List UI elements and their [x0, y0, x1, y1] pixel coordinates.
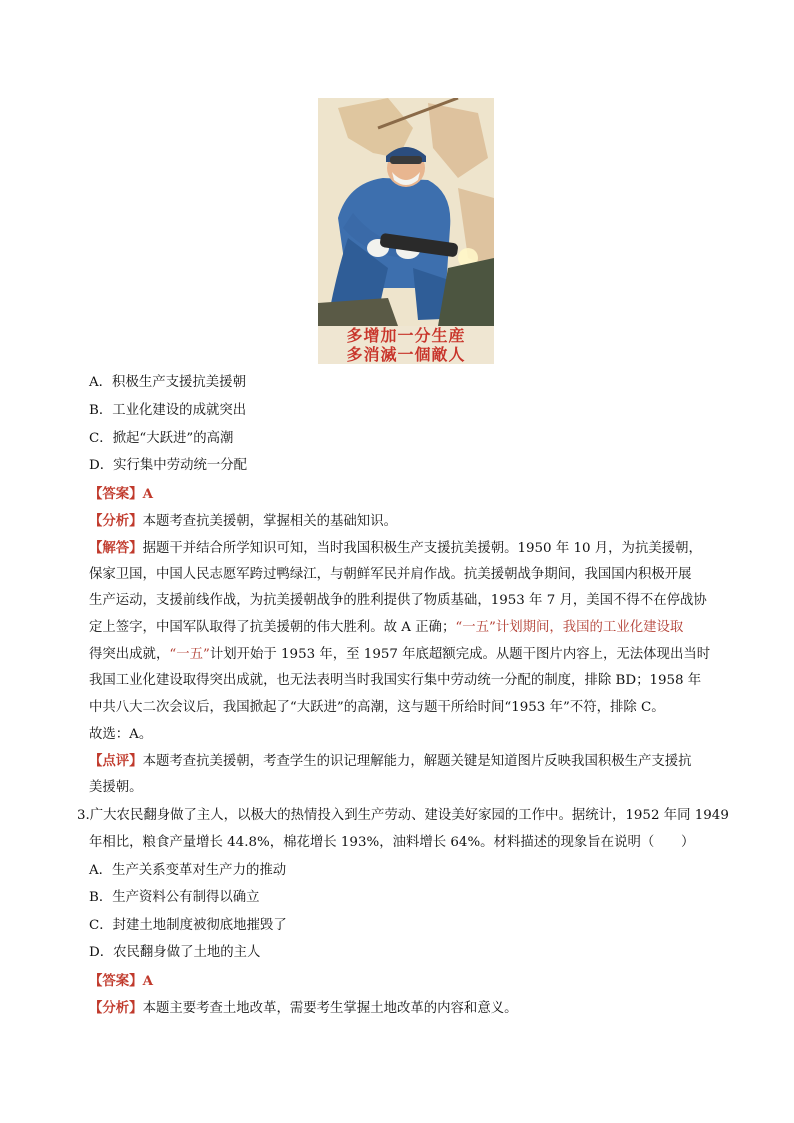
q2-analysis	[89, 512, 397, 531]
q3-option-a: A．生产关系变革对生产力的推动	[89, 863, 287, 878]
analysis-text: 本题考查抗美援朝，掌握相关的基础知识。	[142, 514, 397, 529]
q2-option-c: C．掀起“大跃进”的高潮	[89, 431, 234, 446]
q2-option-b: B．工业化建设的成就突出	[89, 403, 247, 418]
answer-value: A	[142, 486, 153, 502]
poster-caption-line-1: 多增加一分生産	[346, 326, 466, 345]
answer-value: A	[142, 973, 153, 989]
comment-text: 本题考查抗美援朝，考查学生的识记理解能力，解题关键是知道图片反映我国积极生产支援抗	[142, 754, 692, 769]
q2-solution-line-8: 故选：A。	[89, 727, 153, 742]
q2-solution-line-4	[89, 619, 683, 637]
solution-highlight: “一五”计划期间，我国的工业化建设取	[455, 620, 684, 635]
analysis-text: 本题主要考查土地改革，需要考生掌握土地改革的内容和意义。	[142, 1001, 518, 1016]
q2-comment-line-2: 美援朝。	[89, 780, 143, 795]
solution-tag: 【解答】	[89, 540, 143, 556]
q3-stem-line-2: 年相比，粮食产量增长 44.8%，棉花增长 193%，油料增长 64%。材料描述的现象旨在说明（ ）	[89, 835, 695, 850]
q2-solution-line-5	[89, 646, 710, 664]
q3-option-d: D．农民翻身做了土地的主人	[89, 945, 261, 960]
q3-answer	[89, 972, 153, 991]
answer-tag: 【答案】	[89, 973, 143, 989]
poster-caption-line-2: 多消滅一個敵人	[346, 345, 466, 364]
q3-analysis	[89, 999, 518, 1018]
q2-comment-line-1	[89, 752, 692, 771]
poster-caption	[318, 326, 494, 364]
q3-stem-line-1: 3.广大农民翻身做了主人，以极大的热情投入到生产劳动、建设美好家园的工作中。据统计，1952 年同 1949	[77, 808, 729, 823]
q2-option-d: D．实行集中劳动统一分配	[89, 458, 248, 473]
solution-text: 定上签字，中国军队取得了抗美援朝的伟大胜利。故 A 正确；	[89, 620, 456, 635]
answer-tag: 【答案】	[89, 486, 143, 502]
q2-option-a: A．积极生产支援抗美援朝	[89, 375, 246, 390]
q2-solution-line-7: 中共八大二次会议后，我国掀起了“大跃进”的高潮，这与题干所给时间“1953 年”不符，排除 C。	[89, 700, 665, 715]
comment-tag: 【点评】	[89, 753, 143, 769]
analysis-tag: 【分析】	[89, 513, 143, 529]
solution-highlight: “一五”	[169, 647, 210, 662]
q3-option-c: C．封建土地制度被彻底地摧毁了	[89, 918, 287, 933]
solution-text: 据题干并结合所学知识可知，当时我国积极生产支援抗美援朝。1950 年 10 月，为抗美援朝，	[142, 541, 702, 556]
q2-solution-line-1	[89, 539, 702, 558]
q3-option-b: B．生产资料公有制得以确立	[89, 890, 260, 905]
q2-solution-line-2: 保家卫国，中国人民志愿军跨过鸭绿江，与朝鲜军民并肩作战。抗美援朝战争期间，我国国内积极开展	[89, 567, 692, 582]
analysis-tag: 【分析】	[89, 1000, 143, 1016]
propaganda-poster-image	[318, 98, 494, 364]
solution-text: 得突出成就，	[89, 647, 170, 662]
worker-illustration	[318, 98, 494, 326]
q2-answer	[89, 485, 153, 504]
q2-solution-line-3: 生产运动，支援前线作战，为抗美援朝战争的胜利提供了物质基础，1953 年 7 月，美国不得不在停战协	[89, 593, 707, 608]
q2-solution-line-6: 我国工业化建设取得突出成就，也无法表明当时我国实行集中劳动统一分配的制度，排除 BD；1958 年	[89, 673, 702, 688]
solution-text: 计划开始于 1953 年，至 1957 年底超额完成。从题干图片内容上，无法体现出当时	[209, 647, 711, 662]
